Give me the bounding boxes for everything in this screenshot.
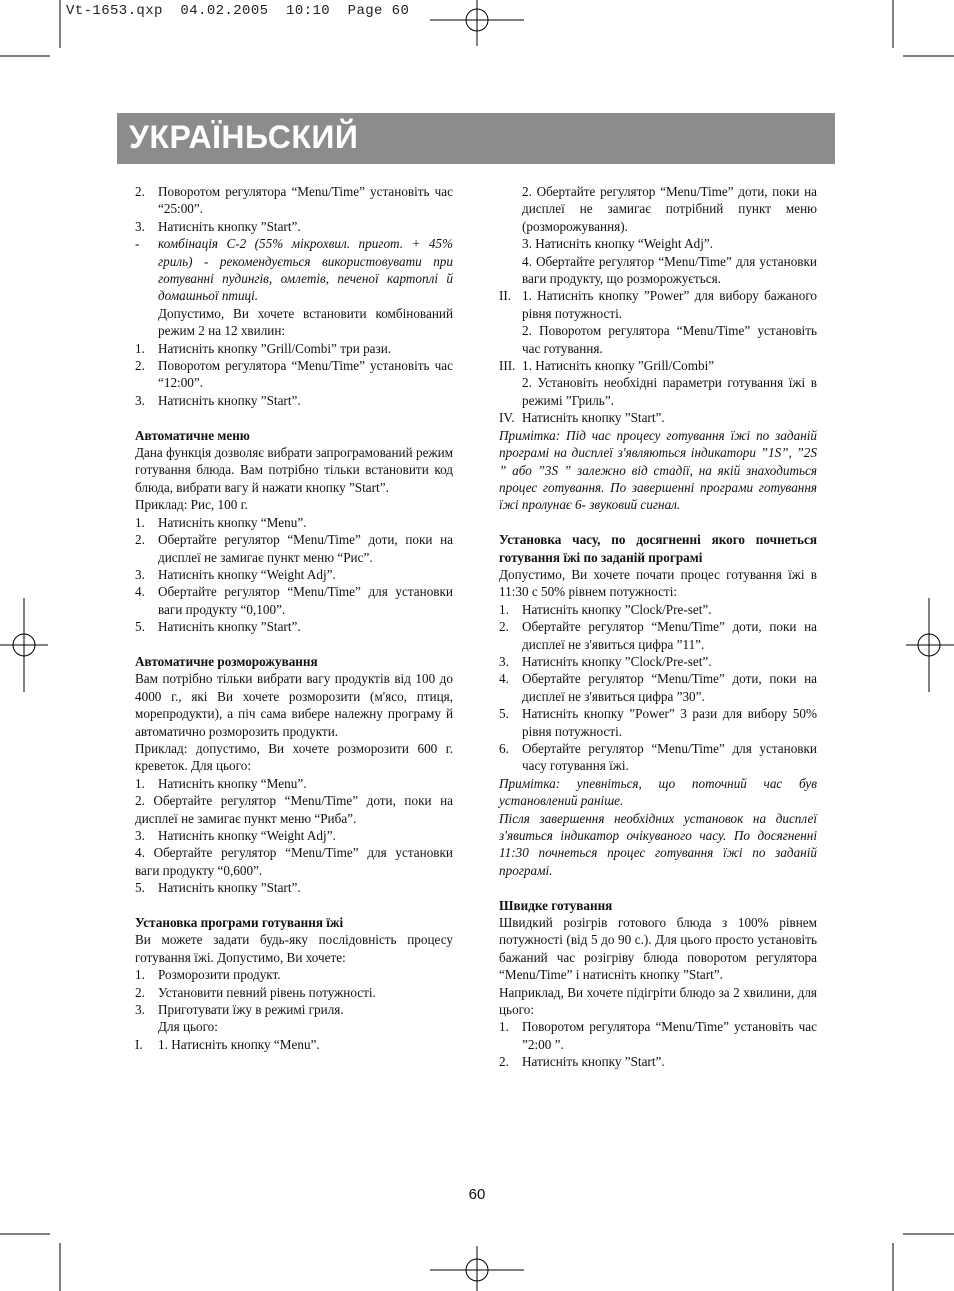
section-heading: Швидке готування <box>499 897 613 913</box>
paragraph: Для цього: <box>158 1019 218 1035</box>
paragraph: Наприклад, Ви хочете підігріти блюдо за 2 хвилини, для цього: <box>499 984 817 1018</box>
note-paragraph: Примітка: упевніться, що поточний час був установлений раніше. <box>499 775 817 809</box>
paragraph: 4. Обертайте регулятор “Menu/Time” для установки ваги продукту “0,600”. <box>135 845 453 878</box>
paragraph: Допустимо, Ви хочете встановити комбінований режим 2 на 12 хвилин: <box>158 305 453 339</box>
section-heading: Установка часу, по досягненні якого почнеться готування їжі по заданій програмі <box>499 532 817 565</box>
paragraph: 2. Обертайте регулятор “Menu/Time” доти, поки на дисплеї не замигає пункт меню “Риба”. <box>135 793 453 826</box>
registration-mark-top <box>430 0 524 46</box>
list-item: 5. Натисніть кнопку ”Start”. <box>135 880 301 896</box>
section-heading: Автоматичне меню <box>135 427 250 443</box>
list-item: 1. Розморозити продукт. <box>135 967 281 983</box>
list-item: 1. Натисніть кнопку ”Clock/Pre-set”. <box>499 601 712 617</box>
note-paragraph: Після завершення необхідних установок на дисплеї з'явиться індикатор очікуваного часу. По досягненні 11:30 почнеться процес готування їжі по заданій програмі. <box>499 810 817 878</box>
paragraph: 2. Установіть необхідні параметри готування їжі в режимі ”Гриль”. <box>522 375 817 408</box>
list-item: 2. Обертайте регулятор “Menu/Time” доти, поки на дисплеї не замигає пункт меню “Рис”. <box>135 532 453 565</box>
list-item-note: - комбінація C-2 (55% мікрохвил. пригот. + 45% гриль) - рекомендується використовувати при готуванні пудингів, омлетів, печеної картоплі й домашньої птиці. <box>135 236 453 304</box>
paragraph: Допустимо, Ви хочете почати процес готування їжі в 11:30 с 50% рівнем потужності: <box>499 566 817 600</box>
note-paragraph: Примітка: Під час процесу готування їжі по заданій програмі на дисплеї з'являються індикатори ”1S”, ”2S ” або ”3S ” залежно від стадії, на якій знаходиться процес готування. По завершенні програми готування їжі пролунає 6- звуковий сигнал. <box>499 427 817 513</box>
list-item: IV. Натисніть кнопку ”Start”. <box>499 410 665 426</box>
right-column <box>499 183 817 1071</box>
list-item: 5. Натисніть кнопку ”Power” 3 рази для вибору 50% рівня потужності. <box>499 706 817 739</box>
page-number: 60 <box>468 1186 486 1203</box>
registration-mark-left <box>0 598 48 692</box>
list-item: 1. Поворотом регулятора “Menu/Time” установіть час ”2:00 ”. <box>499 1019 817 1052</box>
list-item: I. 1. Натисніть кнопку “Menu”. <box>135 1036 320 1052</box>
paragraph: Ви можете задати будь-яку послідовність процесу готування їжі. Допустимо, Ви хочете: <box>135 932 453 965</box>
language-banner <box>117 113 835 164</box>
paragraph: 3. Натисніть кнопку “Weight Adj”. <box>522 236 714 252</box>
paragraph: Приклад: допустимо, Ви хочете розморозити 600 г. креветок. Для цього: <box>135 740 453 774</box>
registration-mark-bottom <box>430 1246 524 1291</box>
print-slug: Vt-1653.qxp 04.02.2005 10:10 Page 60 <box>66 3 410 19</box>
banner-title: УКРАЇНЬСКИЙ <box>129 119 359 155</box>
list-item: 2. Натисніть кнопку ”Start”. <box>499 1054 665 1070</box>
list-item: 2. Поворотом регулятора “Menu/Time” установіть час “12:00”. <box>135 358 453 391</box>
list-item: 2. Установити певний рівень потужності. <box>135 984 376 1000</box>
list-item: 3. Натисніть кнопку “Weight Adj”. <box>135 566 336 582</box>
section-heading: Установка програми готування їжі <box>135 915 344 931</box>
list-item: 1. Натисніть кнопку “Menu”. <box>135 775 307 791</box>
list-item: 3. Натисніть кнопку “Weight Adj”. <box>135 828 336 843</box>
list-item: 3. Приготувати їжу в режимі гриля. <box>135 1002 344 1018</box>
list-item: 3. Натисніть кнопку ”Start”. <box>135 218 301 234</box>
registration-mark-right <box>906 598 954 692</box>
list-item: 1. Натисніть кнопку “Menu”. <box>135 514 307 530</box>
section-heading: Автоматичне розморожування <box>135 653 318 669</box>
list-item: II. 1. Натисніть кнопку ”Power” для вибору бажаного рівня потужності. <box>499 288 817 321</box>
paragraph: Швидкий розігрів готового блюда з 100% рівнем потужності (від 5 до 90 с.). Для цього просто установіть бажаний час розігріву блюда поворотом регулятора “Menu/Time” і натисніть кнопку ”Start”. <box>499 915 817 983</box>
paragraph: 4. Обертайте регулятор “Menu/Time” для установки ваги продукту, що розморожується. <box>522 253 817 287</box>
list-item: 4. Обертайте регулятор “Menu/Time” для установки ваги продукту “0,100”. <box>135 584 453 617</box>
left-column <box>135 183 453 1053</box>
list-item: 2. Обертайте регулятор “Menu/Time” доти, поки на дисплеї не з'явиться цифра ”11”. <box>499 619 817 652</box>
paragraph: 2. Обертайте регулятор “Menu/Time” доти, поки на дисплеї не замигає потрібний пункт меню (розморожування). <box>522 184 817 234</box>
list-item: 1. Натисніть кнопку ”Grill/Combi” три рази. <box>135 340 392 356</box>
list-item: 2. Поворотом регулятора “Menu/Time” установіть час “25:00”. <box>135 184 453 217</box>
paragraph: Приклад: Рис, 100 г. <box>135 497 248 513</box>
list-item: 6. Обертайте регулятор “Menu/Time” для установки часу готування їжі. <box>499 740 817 774</box>
list-item: 4. Обертайте регулятор “Menu/Time” доти, поки на дисплеї не з'явиться цифра ”30”. <box>499 671 817 704</box>
paragraph: 2. Поворотом регулятора “Menu/Time” установіть час готування. <box>522 323 817 356</box>
paragraph: Дана функція дозволяє вибрати запрограмований режим готування блюда. Вам потрібно тільки встановити код блюда, вибрати вагу й нажати кнопку ”Start”. <box>135 445 453 495</box>
list-item: 5. Натисніть кнопку ”Start”. <box>135 619 301 635</box>
paragraph: Вам потрібно тільки вибрати вагу продуктів від 100 до 4000 г., які Ви хочете розморозити (м'ясо, птиця, морепродукти), а піч сама вибере належну програму й автоматично розморозить продукти. <box>135 671 453 739</box>
list-item: 3. Натисніть кнопку ”Clock/Pre-set”. <box>499 653 712 669</box>
list-item: III. 1. Натисніть кнопку ”Grill/Combi” <box>499 358 715 374</box>
list-item: 3. Натисніть кнопку ”Start”. <box>135 392 301 408</box>
